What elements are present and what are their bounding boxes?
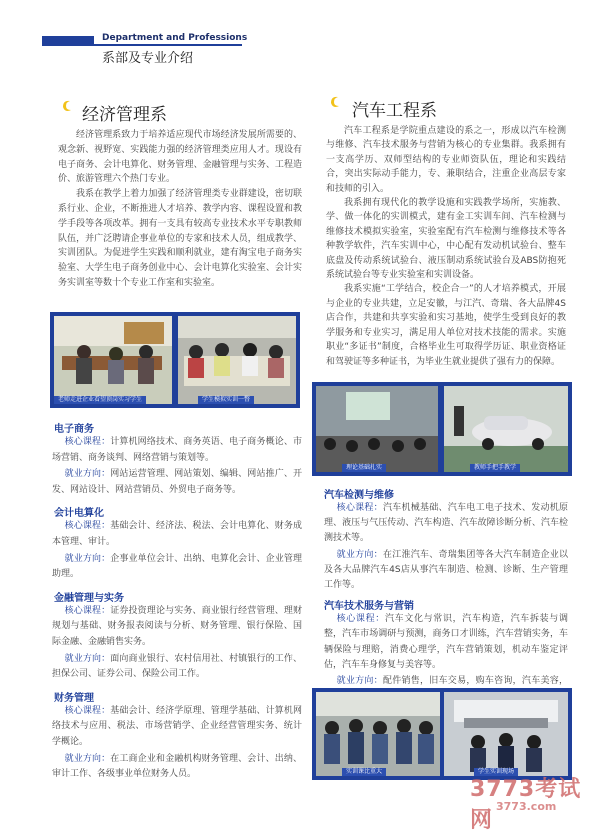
- photo-caption: 教师手把手教学: [470, 464, 520, 472]
- photo-caption: 学生实训现场: [474, 768, 518, 776]
- line-label: 就业方向：: [336, 549, 383, 560]
- major-heading: 汽车技术服务与营销: [324, 601, 414, 613]
- line-label: 就业方向：: [64, 553, 111, 564]
- intro-paragraph: 汽车工程系是学院重点建设的系之一，形成以汽车检测与维修、汽车技术服务与营销为核心的专业集群。我系拥有一支高学历、双师型结构的专业师资队伍，理论和实践结合，突出实际动手能力，专、兼职结合，注重企业高层专家和技师的引入。: [326, 126, 566, 194]
- major-details: [52, 519, 302, 582]
- line-label: 核心课程：: [336, 614, 385, 625]
- photo-strip: [50, 312, 300, 408]
- line-text: 基础会计、经济学原理、管理学基础、计算机网络技术与应用、税法、市场营销学、企业经营管理实务、统计学概论。: [52, 705, 302, 747]
- photo-simulation-training: [178, 316, 296, 404]
- line-label: 核心课程：: [64, 437, 111, 447]
- watermark-logo: 3773考试网: [470, 777, 582, 833]
- section-title-automotive: 汽车工程系: [352, 101, 437, 121]
- intro-paragraph: 经济管理系致力于培养适应现代市场经济发展所需要的、观念新、视野宽、实践能力强的经济管理类应用人才。现设有电子商务、会计电算化、财务管理、金融管理与实务、工程造价、旅游管理六个热门专业。: [58, 130, 302, 185]
- major-details: [52, 435, 302, 498]
- swirl-icon: [60, 98, 76, 118]
- major-heading: 电子商务: [54, 424, 94, 435]
- line-text: 网站运营管理、网站策划、编辑、网站推广、开发、网站设计、网站营销员、外贸电子商务等。: [52, 469, 302, 495]
- line-text: 基础会计、经济法、税法、会计电算化、财务成本管理、审计。: [52, 521, 302, 547]
- watermark-url: 3773.com: [496, 800, 557, 813]
- photo-strip: [312, 382, 572, 476]
- photo-car-workshop: [444, 386, 568, 472]
- line-label: 就业方向：: [64, 469, 111, 480]
- header-underline: [42, 44, 242, 46]
- photo-practical-training: [316, 692, 440, 776]
- automotive-majors: [324, 486, 568, 705]
- line-label: 核心课程：: [64, 521, 111, 532]
- line-text: 汽车机械基础、汽车电工电子技术、发动机原理、液压与气压传动、汽车构造、汽车故障诊断分析、汽车检测技术等。: [324, 503, 568, 544]
- major-details: [52, 604, 302, 683]
- major-heading: 金融管理与实务: [54, 592, 124, 604]
- major-heading: 汽车检测与维修: [324, 490, 394, 501]
- line-label: 就业方向：: [64, 753, 111, 764]
- line-label: 核心课程：: [64, 705, 111, 716]
- major-details: [324, 501, 568, 593]
- major-heading: 财务管理: [54, 692, 94, 704]
- photo-caption: 老师走进企业看望顶岗实习学生: [54, 396, 146, 404]
- line-label: 就业方向：: [64, 653, 111, 664]
- economics-majors: [52, 420, 302, 784]
- intro-paragraph: 我系在教学上着力加强了经济管理类专业群建设，密切联系行业、企业，不断推进人才培养、教学内容、课程设置和教学手段等各项改革。拥有一支具有较高专业技术水平专职教师队伍，并广泛聘请企事业单位的专家和技术人员，组成教学、实训团队。为促进学生实践和顺利就业，建有淘宝电子商务实验室、大学生电子商务创业中心、会计电算化实验室、会计实务实训室等数十个专业工作室和实验室。: [58, 189, 302, 288]
- photo-caption: 理论基础扎实: [342, 464, 386, 472]
- swirl-icon: [328, 94, 344, 114]
- line-text: 在工商企业和金融机构财务管理、会计、出纳、审计工作、各级事业单位财务人员。: [52, 753, 302, 780]
- intro-paragraph: 我系拥有现代化的教学设施和实践教学场所，实施教、学、做一体化的实训模式，建有金工实训车间、汽车检测与维修技术模拟实验室，实验室配有汽车检测与维修技术等各种教学软件，汽车实训中心，中心配有发动机试验台、整车底盘及传动系统试验台、液压制动系统试验台及ABS防抱死系统试验台等专业实验室和实训设备。: [326, 198, 566, 281]
- line-text: 证券投资理论与实务、商业银行经营管理、理财规划与基础、财务报表阅读与分析、财务管理、银行保险、国际金融、金融销售实务。: [52, 605, 302, 647]
- photo-caption: 实训课比重大: [342, 768, 386, 776]
- header-chinese-title: 系部及专业介绍: [102, 51, 194, 66]
- line-text: 企事业单位会计、出纳、电算化会计、企业管理助理。: [52, 553, 302, 580]
- line-label: 核心课程：: [336, 503, 383, 513]
- photo-caption: 学生模拟实训一瞥: [198, 396, 254, 404]
- economics-intro: [58, 128, 302, 291]
- line-label: 就业方向：: [336, 676, 383, 687]
- line-text: 计算机网络技术、商务英语、电子商务概论、市场营销、商务谈判、网络营销与策划等。: [52, 437, 302, 463]
- line-text: 在江淮汽车、奇瑞集团等各大汽车制造企业以及各大品牌汽车4S店从事汽车制造、检测、诊断、生产管理工作等。: [324, 549, 568, 591]
- header-english-title: Department and Professions: [102, 33, 248, 43]
- automotive-intro: [326, 124, 566, 369]
- photo-office-visit: [54, 316, 172, 404]
- line-text: 汽车文化与常识，汽车构造，汽车拆装与调整，汽车市场调研与预测，商务口才训练，汽车营销实务，车辆保险与理赔，消费心理学，汽车营销策划，机动车鉴定评估，汽车车身修复与美容等。: [324, 614, 568, 670]
- photo-strip: [312, 688, 572, 780]
- line-text: 配件销售，旧车交易，购车咨询，汽车美容，: [382, 676, 568, 687]
- intro-paragraph: 我系实施“工学结合，校企合一”的人才培养模式，开展与企业的专业共建，立足安徽，与江汽、奇瑞、各大品牌4S店合作，共建和共享实验和实习基地，使学生受到良好的教学服务和专业实习，满足用人单位对技术技能的需求。实施职业“多证书”制度，合格毕业生可取得学历证、职业资格证和驾驶证等多种证书，为毕业生就业提供了强有力的保障。: [326, 284, 566, 367]
- section-title-economics: 经济管理系: [82, 105, 167, 125]
- line-label: 核心课程：: [64, 605, 111, 616]
- major-details: [52, 704, 302, 783]
- photo-classroom: [316, 386, 438, 472]
- photo-student-training-site: [444, 692, 568, 776]
- line-text: 面向商业银行、农村信用社、村镇银行的工作、担保公司、证券公司、保险公司工作。: [52, 653, 302, 680]
- major-heading: 会计电算化: [54, 508, 104, 520]
